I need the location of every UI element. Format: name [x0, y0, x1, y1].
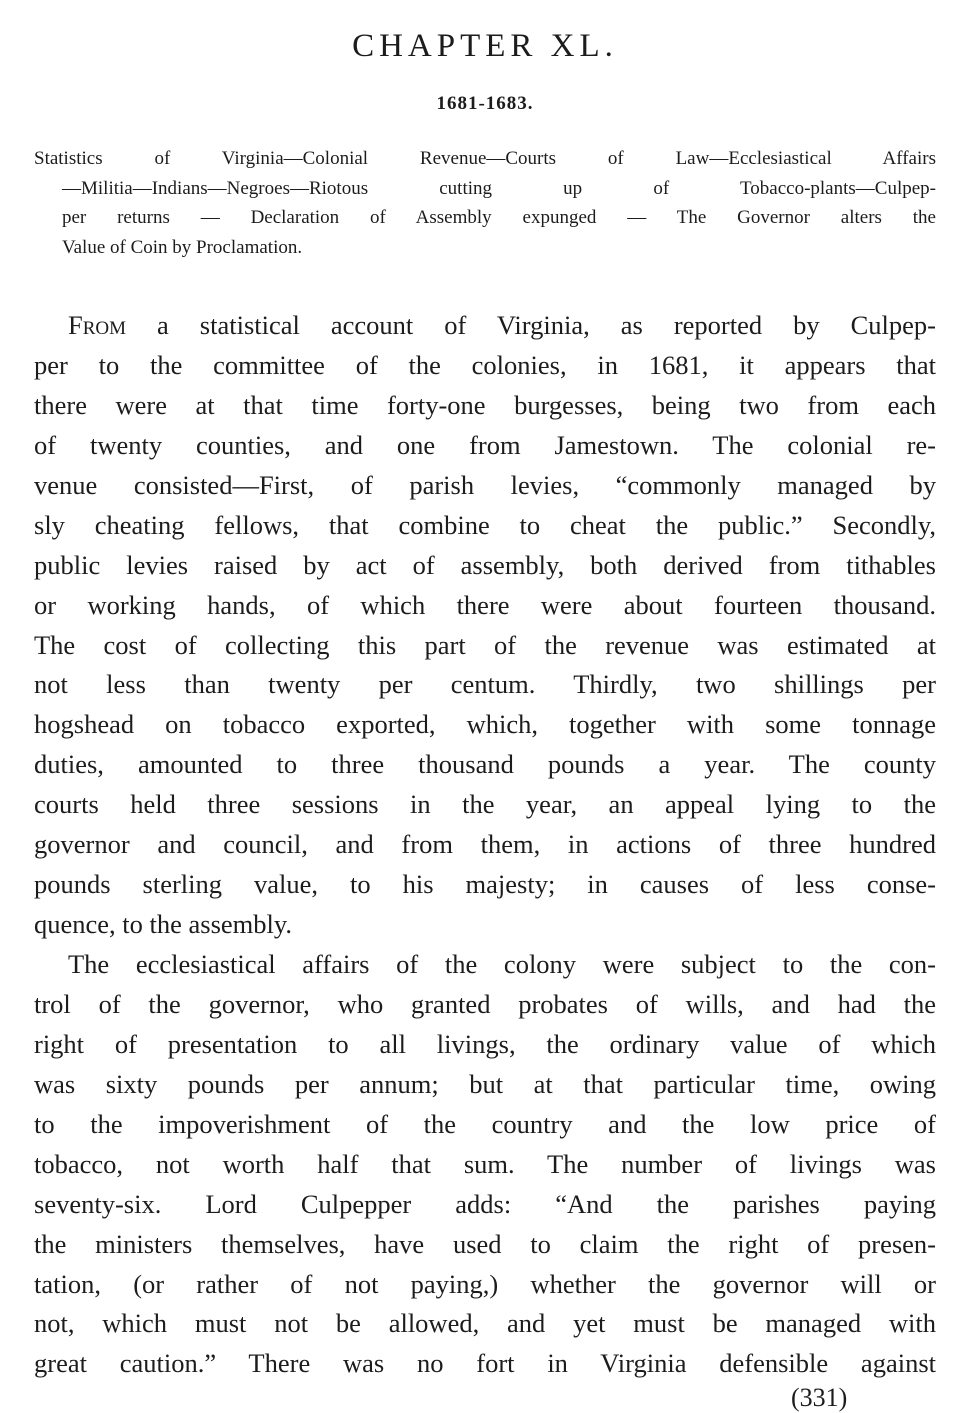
- paragraph-line: was sixty pounds per annum; but at that particular time, owing: [34, 1068, 936, 1099]
- paragraph-line: there were at that time forty-one burgesses, being two from each: [34, 389, 936, 420]
- paragraph-line: courts held three sessions in the year, an appeal lying to the: [34, 789, 936, 820]
- chapter-summary: [34, 144, 936, 262]
- paragraph-line: quence, to the assembly.: [34, 909, 293, 940]
- paragraph-line: not, which must not be allowed, and yet must be managed with: [34, 1308, 936, 1339]
- paragraph-line: not less than twenty per centum. Thirdly, two shillings per: [34, 669, 936, 700]
- chapter-title: CHAPTER XL.: [352, 28, 618, 64]
- page-number: (331): [791, 1383, 848, 1412]
- paragraph-line: tobacco, not worth half that sum. The number of livings was: [34, 1148, 936, 1179]
- paragraph-line: sly cheating fellows, that combine to cheat the public.” Secondly,: [34, 509, 936, 540]
- summary-line: —Militia—Indians—Negroes—Riotous cutting up of Tobacco-plants—Culpep-: [62, 177, 936, 199]
- chapter-years: 1681-1683.: [436, 93, 534, 114]
- summary-line: per returns — Declaration of Assembly expunged — The Governor alters the: [62, 207, 936, 228]
- paragraph-line: right of presentation to all livings, the ordinary value of which: [34, 1028, 936, 1059]
- paragraph-line: [34, 306, 936, 346]
- summary-line: Value of Coin by Proclamation.: [62, 236, 303, 258]
- paragraph-line: tation, (or rather of not paying,) whether the governor will or: [34, 1268, 936, 1299]
- paragraph-line: The ecclesiastical affairs of the colony were subject to the con-: [68, 949, 936, 979]
- paragraph-line: seventy-six. Lord Culpepper adds: “And the parishes paying: [34, 1188, 936, 1219]
- opening-word: From: [68, 310, 127, 340]
- paragraph-line: great caution.” There was no fort in Virginia defensible against: [34, 1348, 936, 1379]
- summary-line: Statistics of Virginia—Colonial Revenue—Courts of Law—Ecclesiastical Affairs: [34, 148, 936, 169]
- paragraph-line: the ministers themselves, have used to claim the right of presen-: [34, 1228, 936, 1259]
- body-text: [34, 306, 936, 1384]
- paragraph-line: duties, amounted to three thousand pounds a year. The county: [34, 749, 936, 780]
- paragraph-line: of twenty counties, and one from Jamestown. The colonial re-: [34, 429, 936, 460]
- paragraph-line: The cost of collecting this part of the revenue was estimated at: [34, 629, 936, 660]
- paragraph-line: per to the committee of the colonies, in 1681, it appears that: [34, 349, 936, 380]
- paragraph-line: venue consisted—First, of parish levies, “commonly managed by: [34, 469, 936, 500]
- paragraph-line: governor and council, and from them, in actions of three hundred: [34, 829, 936, 860]
- paragraph-line: to the impoverishment of the country and the low price of: [34, 1108, 936, 1139]
- paragraph-line: hogshead on tobacco exported, which, together with some tonnage: [34, 709, 936, 740]
- paragraph-line: public levies raised by act of assembly, both derived from tithables: [34, 549, 936, 580]
- paragraph-line: trol of the governor, who granted probates of wills, and had the: [34, 988, 936, 1019]
- paragraph-line: or working hands, of which there were about fourteen thousand.: [34, 589, 936, 620]
- first-line-rest: a statistical account of Virginia, as reported by Culpep-: [126, 310, 936, 340]
- book-page: [34, 0, 936, 1410]
- paragraph-line: pounds sterling value, to his majesty; in causes of less conse-: [34, 869, 936, 900]
